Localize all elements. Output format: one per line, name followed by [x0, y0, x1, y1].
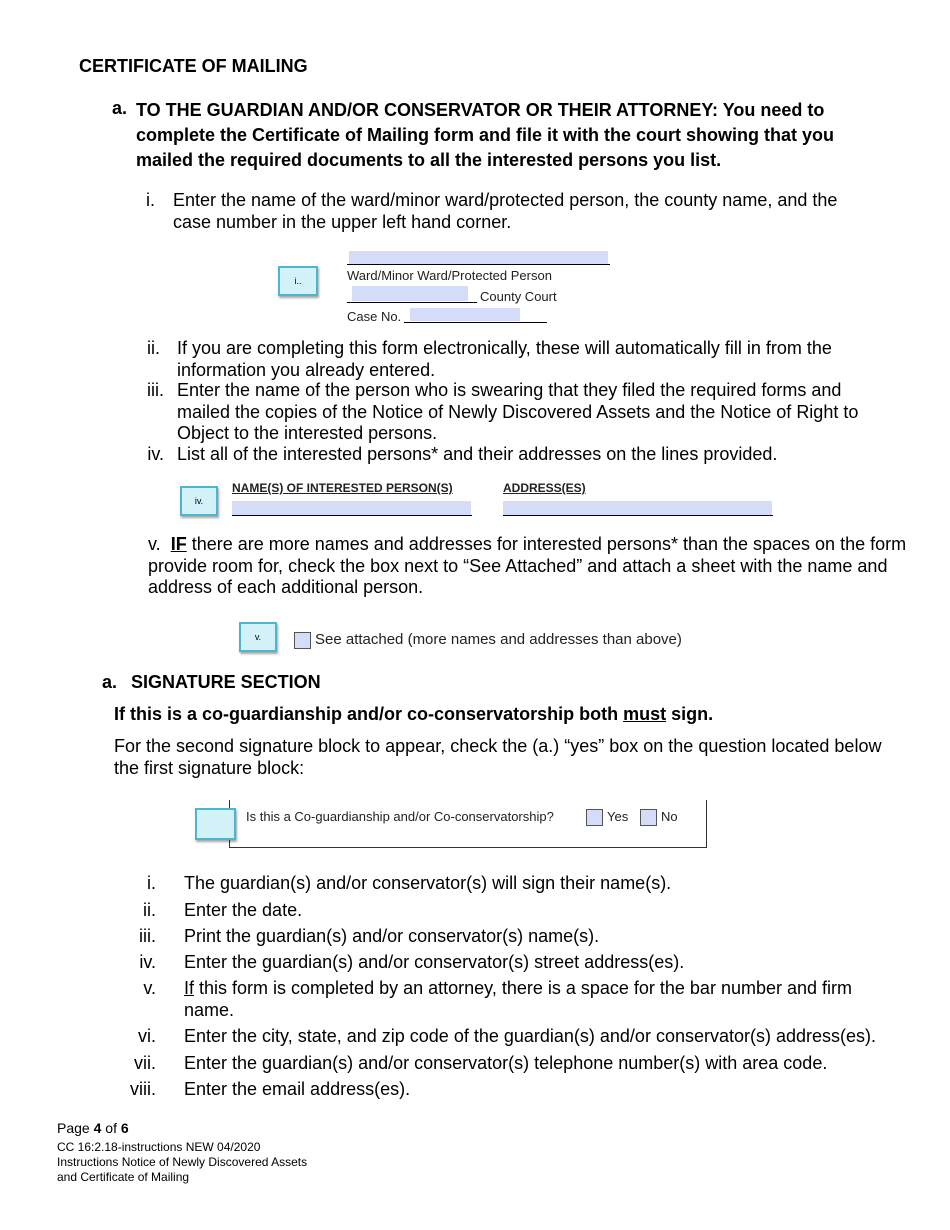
name-column-header: NAME(S) OF INTERESTED PERSON(S): [232, 481, 453, 495]
address-line: [503, 515, 773, 516]
list-item-number: i.: [146, 190, 155, 210]
address-column-header: ADDRESS(ES): [503, 481, 586, 495]
if-emphasis: IF: [170, 534, 187, 554]
list-item-number: viii.: [130, 1079, 156, 1099]
page-title: CERTIFICATE OF MAILING: [79, 56, 308, 76]
section-a-text: TO THE GUARDIAN AND/OR CONSERVATOR OR THEIR ATTORNEY: You need to complete the Certificate of Mailing form and file it with the court showing that you mailed the required documents to all the interested persons you list.: [136, 100, 835, 170]
signature-section-heading: SIGNATURE SECTION: [131, 672, 321, 692]
case-line: [404, 322, 547, 323]
list-item-text: Enter the guardian(s) and/or conservator(s) telephone number(s) with area code.: [184, 1053, 828, 1073]
county-field[interactable]: [352, 286, 468, 301]
ward-name-field[interactable]: [349, 251, 608, 264]
list-item-text: If you are completing this form electronically, these will automatically fill in from the information you already entered.: [177, 338, 832, 380]
list-item-number: iii.: [139, 926, 156, 946]
name-field[interactable]: [232, 501, 471, 515]
of-word: of: [105, 1120, 117, 1136]
signature-paragraph: For the second signature block to appear, check the (a.) “yes” box on the question located below the first signature block:: [114, 736, 882, 778]
if-emphasis: If: [184, 978, 195, 998]
form-title-line1: Instructions Notice of Newly Discovered Assets: [57, 1155, 308, 1169]
list-item-text: The guardian(s) and/or conservator(s) will sign their name(s).: [184, 873, 672, 893]
ward-name-line: [347, 264, 610, 265]
see-attached-label: See attached (more names and addresses than above): [315, 631, 682, 648]
page-word: Page: [57, 1120, 90, 1136]
section-a-marker: a.: [112, 98, 128, 118]
callout-badge: i..: [278, 266, 318, 296]
callout-badge: v.: [239, 622, 277, 652]
list-item-number: vii.: [134, 1053, 156, 1073]
county-line: [347, 302, 477, 303]
callout-badge: [195, 808, 236, 840]
ward-label: Ward/Minor Ward/Protected Person: [347, 268, 552, 283]
total-pages: 6: [120, 1120, 129, 1136]
list-item-text: there are more names and addresses for interested persons* than the spaces on the form provide room for, check the box next to “See Attached” and attach a sheet with the name and address of each additional person.: [148, 534, 907, 597]
list-item: [148, 534, 928, 599]
list-item-text: Enter the email address(es).: [184, 1079, 411, 1099]
list-item-number: ii.: [147, 338, 160, 358]
case-number-field[interactable]: [410, 308, 520, 321]
list-item-number: iv.: [147, 444, 164, 464]
yes-checkbox[interactable]: [586, 809, 603, 826]
list-item-text: Enter the date.: [184, 900, 303, 920]
list-item-text: Enter the city, state, and zip code of the guardian(s) and/or conservator(s) address(es).: [184, 1026, 877, 1046]
address-field[interactable]: [503, 501, 772, 515]
list-item-text: Enter the guardian(s) and/or conservator(s) street address(es).: [184, 952, 685, 972]
list-item-text: [184, 978, 904, 1021]
question-label: Is this a Co-guardianship and/or Co-conservatorship?: [246, 809, 554, 824]
question-box: [229, 800, 707, 848]
signature-section-marker: a.: [102, 672, 118, 692]
list-item-number: v.: [143, 978, 156, 998]
form-code: CC 16:2.18-instructions NEW 04/2020: [57, 1140, 261, 1154]
callout-badge: iv.: [180, 486, 218, 516]
county-label: County Court: [480, 289, 557, 304]
must-emphasis: must: [623, 704, 667, 724]
note-text: If this is a co-guardianship and/or co-conservatorship both: [114, 704, 624, 724]
list-item-text: Enter the name of the person who is swearing that they filed the required forms and mailed the copies of the Notice of Newly Discovered Assets and the Notice of Right to Object to the interested persons.: [177, 380, 859, 443]
name-line: [232, 515, 472, 516]
no-label: No: [661, 809, 678, 824]
list-item-number: ii.: [143, 900, 156, 920]
list-item-text: List all of the interested persons* and their addresses on the lines provided.: [177, 444, 778, 464]
list-item-number: vi.: [138, 1026, 156, 1046]
form-title-line2: and Certificate of Mailing: [57, 1170, 190, 1184]
co-guardianship-note: [114, 704, 713, 725]
list-item-text: Print the guardian(s) and/or conservator(s) name(s).: [184, 926, 600, 946]
yes-label: Yes: [607, 809, 629, 824]
current-page: 4: [93, 1120, 102, 1136]
list-item-number: v.: [148, 534, 161, 554]
list-item-number: iii.: [147, 380, 164, 400]
list-item-body: this form is completed by an attorney, there is a space for the bar number and firm name.: [184, 978, 852, 1020]
no-checkbox[interactable]: [640, 809, 657, 826]
list-item-number: iv.: [139, 952, 156, 972]
list-item-text: Enter the name of the ward/minor ward/protected person, the county name, and the case number in the upper left hand corner.: [173, 190, 838, 232]
see-attached-checkbox[interactable]: [294, 632, 311, 649]
list-item-number: i.: [147, 873, 156, 893]
case-label: Case No.: [347, 309, 402, 324]
note-text-end: sign.: [666, 704, 714, 724]
page-number: [57, 1121, 129, 1136]
